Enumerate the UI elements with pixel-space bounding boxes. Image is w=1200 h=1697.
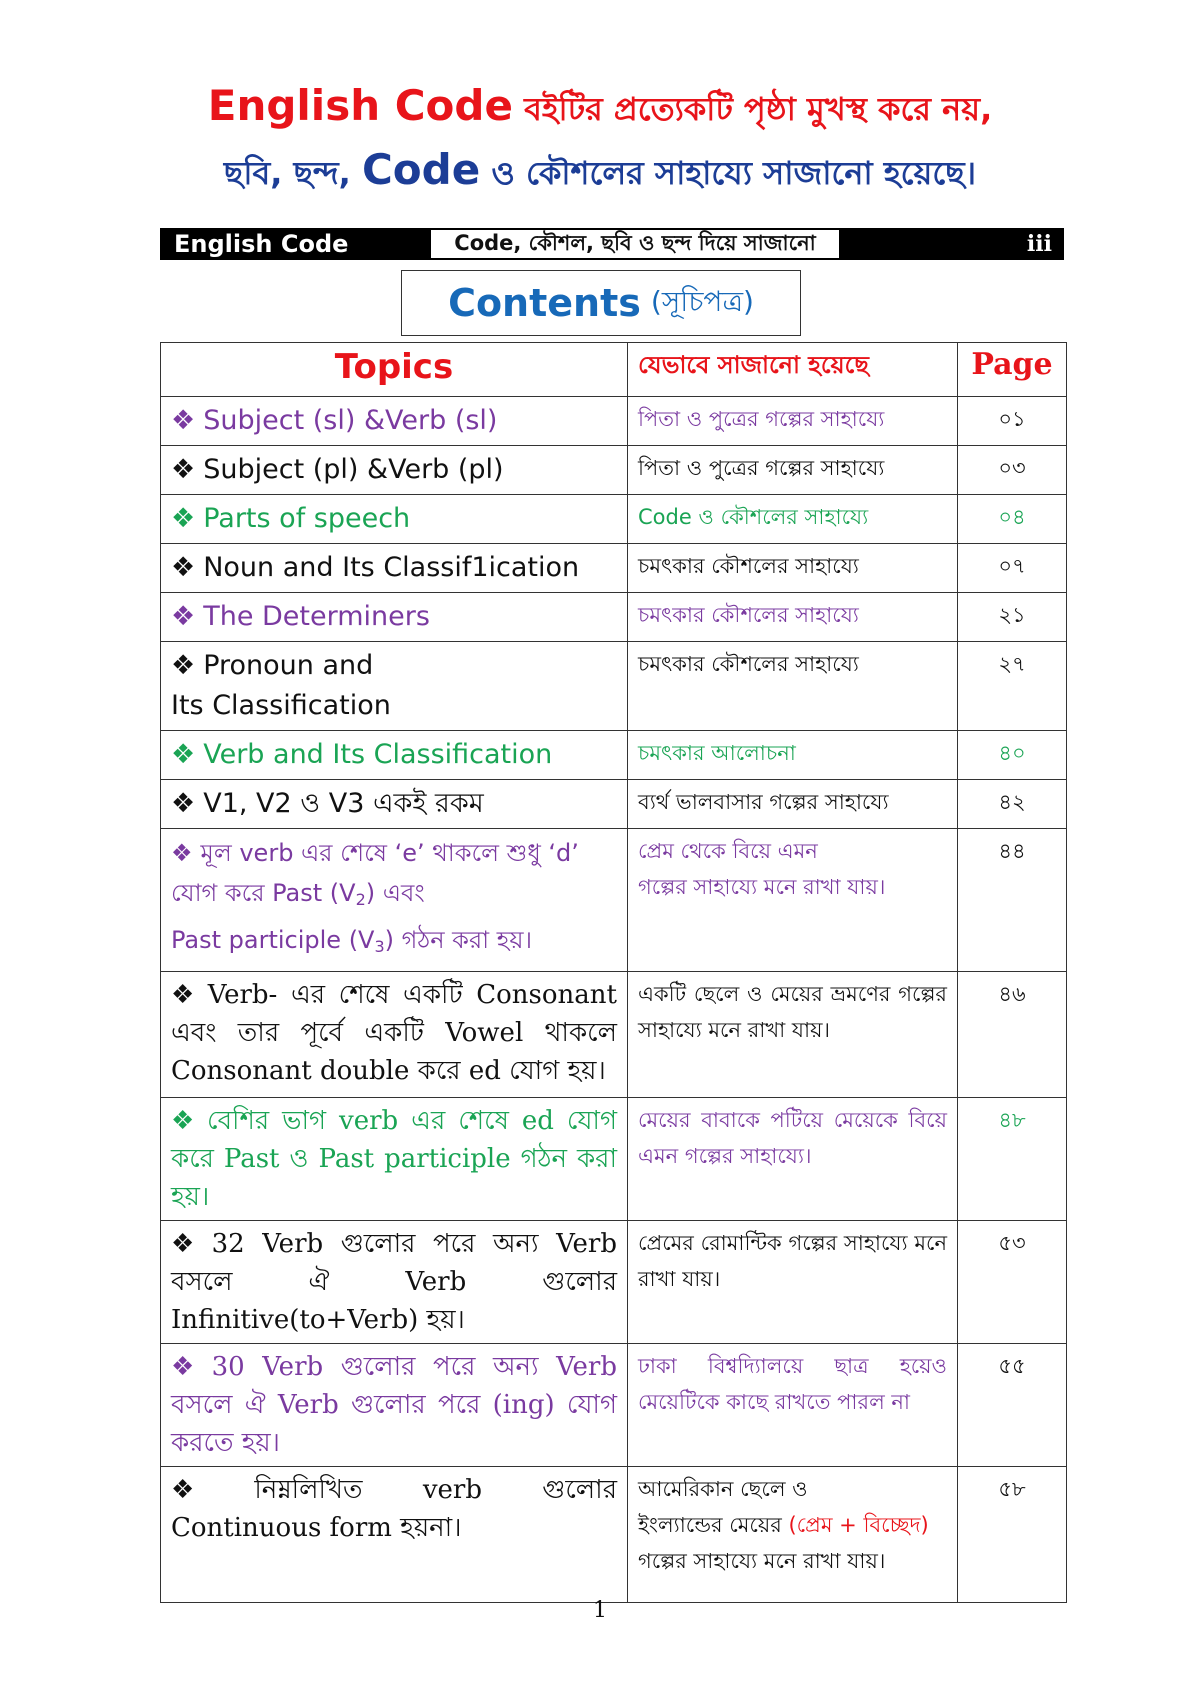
running-header-tagline: Code, কৌশল, ছবি ও ছন্দ দিয়ে সাজানো bbox=[430, 229, 840, 259]
how-cell: একটি ছেলে ও মেয়ের ভ্রমণের গল্পের সাহায্যে মনে রাখা যায়। bbox=[628, 972, 958, 1098]
table-row bbox=[161, 446, 1067, 495]
how-cell: চমৎকার কৌশলের সাহায্যে bbox=[628, 544, 958, 593]
how-cell: মেয়ের বাবাকে পটিয়ে মেয়েকে বিয়ে এমন গল্পের সাহায্যে। bbox=[628, 1098, 958, 1221]
headline-bengali-2b: ও কৌশলের সাহায্যে সাজানো হয়েছে। bbox=[491, 154, 977, 192]
bullet-icon: ❖ bbox=[171, 1475, 247, 1505]
topic-cell bbox=[161, 972, 628, 1098]
table-row bbox=[161, 593, 1067, 642]
topic-cell bbox=[161, 1467, 628, 1603]
how-cell bbox=[628, 1467, 958, 1603]
how-cell: প্রেমের রোমান্টিক গল্পের সাহায্যে মনে রাখা যায়। bbox=[628, 1221, 958, 1344]
bullet-icon: ❖ bbox=[171, 980, 200, 1010]
how-text-line-2: ইংল্যান্ডের মেয়ের bbox=[638, 1513, 782, 1537]
page-cell: ৪২ bbox=[958, 780, 1067, 829]
topic-text-line-2-tail: ) এবং bbox=[365, 879, 425, 907]
topic-text: Subject (sl) &Verb (sl) bbox=[203, 405, 498, 436]
subscript-3: 3 bbox=[374, 937, 385, 956]
topic-text: 30 Verb গুলোর পরে অন্য Verb বসলে ঐ Verb গুলোর পরে (ing) যোগ করতে হয়। bbox=[171, 1352, 617, 1458]
table-row bbox=[161, 972, 1067, 1098]
topic-cell bbox=[161, 1344, 628, 1467]
running-header-page: iii bbox=[1026, 231, 1052, 257]
how-cell: চমৎকার কৌশলের সাহায্যে bbox=[628, 593, 958, 642]
topic-cell bbox=[161, 829, 628, 972]
table-row bbox=[161, 829, 1067, 972]
table-row bbox=[161, 495, 1067, 544]
contents-table bbox=[160, 342, 1067, 1603]
page-cell: ০১ bbox=[958, 397, 1067, 446]
table-row bbox=[161, 1344, 1067, 1467]
how-cell: পিতা ও পুত্রের গল্পের সাহায্যে bbox=[628, 397, 958, 446]
topic-cell bbox=[161, 495, 628, 544]
headline-english-code: English Code bbox=[207, 81, 513, 130]
table-row bbox=[161, 1098, 1067, 1221]
bullet-icon: ❖ bbox=[171, 788, 196, 819]
table-row bbox=[161, 1467, 1067, 1603]
topic-text: The Determiners bbox=[203, 601, 430, 632]
topic-cell bbox=[161, 446, 628, 495]
header-topics: Topics bbox=[161, 343, 628, 397]
how-text-line-3: গল্পের সাহায্যে মনে রাখা যায়। bbox=[638, 1549, 886, 1573]
how-cell: চমৎকার আলোচনা bbox=[628, 731, 958, 780]
bullet-icon: ❖ bbox=[171, 650, 196, 681]
running-header-title: English Code bbox=[174, 230, 349, 258]
headline-bengali-1: বইটির প্রত্যেকটি পৃষ্ঠা মুখস্থ করে নয়, bbox=[524, 90, 993, 128]
topic-text: Parts of speech bbox=[203, 503, 411, 534]
topic-text-line-2: যোগ করে Past (V bbox=[171, 879, 356, 907]
page-cell: ৪০ bbox=[958, 731, 1067, 780]
page-cell: ৪৪ bbox=[958, 829, 1067, 972]
topic-cell bbox=[161, 642, 628, 731]
bullet-icon: ❖ bbox=[171, 839, 193, 867]
topic-text: Verb and Its Classification bbox=[203, 739, 553, 770]
subscript-2: 2 bbox=[355, 890, 366, 909]
topic-text: V1, V2 ও V3 একই রকম bbox=[203, 788, 484, 819]
page-number: 1 bbox=[593, 1598, 607, 1623]
topic-cell bbox=[161, 780, 628, 829]
contents-subtitle: (সূচিপত্র) bbox=[650, 284, 754, 318]
table-row bbox=[161, 544, 1067, 593]
topic-text-line-2: Its Classification bbox=[171, 690, 391, 721]
topic-text: নিম্নলিখিত verb গুলোর Continuous form হয়না। bbox=[171, 1475, 617, 1543]
table-row bbox=[161, 1221, 1067, 1344]
how-cell: পিতা ও পুত্রের গল্পের সাহায্যে bbox=[628, 446, 958, 495]
table-header-row bbox=[161, 343, 1067, 397]
how-text: প্রেম থেকে বিয়ে এমন bbox=[638, 839, 818, 863]
topic-text: Verb- এর শেষে একটি Consonant এবং তার পূর্বে একটি Vowel থাকলে Consonant double করে ed যোগ হয়। bbox=[171, 980, 617, 1086]
headline-code: Code bbox=[361, 145, 481, 194]
how-cell: ব্যর্থ ভালবাসার গল্পের সাহায্যে bbox=[628, 780, 958, 829]
topic-cell bbox=[161, 1221, 628, 1344]
contents-title: Contents bbox=[448, 281, 641, 325]
how-text-line-2: গল্পের সাহায্যে মনে রাখা যায়। bbox=[638, 875, 886, 899]
table-row bbox=[161, 780, 1067, 829]
headline-line-1 bbox=[0, 76, 1200, 139]
bullet-icon: ❖ bbox=[171, 552, 196, 583]
how-text: আমেরিকান ছেলে ও bbox=[638, 1477, 808, 1501]
bullet-icon: ❖ bbox=[171, 1229, 204, 1259]
topic-text: Subject (pl) &Verb (pl) bbox=[203, 454, 504, 485]
bullet-icon: ❖ bbox=[171, 503, 196, 534]
bullet-icon: ❖ bbox=[171, 1352, 204, 1382]
table-row bbox=[161, 642, 1067, 731]
header-page: Page bbox=[958, 343, 1067, 397]
page-cell: ০৩ bbox=[958, 446, 1067, 495]
how-cell: চমৎকার কৌশলের সাহায্যে bbox=[628, 642, 958, 731]
headline-bengali-2a: ছবি, ছন্দ, bbox=[223, 154, 351, 192]
bullet-icon: ❖ bbox=[171, 405, 196, 436]
topic-cell bbox=[161, 593, 628, 642]
topic-text: মূল verb এর শেষে ‘e’ থাকলে শুধু ‘d’ bbox=[200, 839, 579, 867]
how-cell: Code ও কৌশলের সাহায্যে bbox=[628, 495, 958, 544]
bullet-icon: ❖ bbox=[171, 1106, 200, 1136]
topic-text-line-3-tail: ) গঠন করা হয়। bbox=[384, 926, 533, 954]
running-header bbox=[160, 228, 1064, 260]
page-cell: ৪৮ bbox=[958, 1098, 1067, 1221]
how-cell: ঢাকা বিশ্বদ্যিালয়ে ছাত্র হয়েও মেয়েটিকে কাছে রাখতে পারল না bbox=[628, 1344, 958, 1467]
header-how-arranged: যেভাবে সাজানো হয়েছে bbox=[628, 343, 958, 397]
table-row bbox=[161, 397, 1067, 446]
page-cell: ২১ bbox=[958, 593, 1067, 642]
how-text-highlight: (প্রেম + বিচ্ছেদ) bbox=[788, 1513, 929, 1537]
page-cell: ৫৫ bbox=[958, 1344, 1067, 1467]
topic-text: বেশির ভাগ verb এর শেষে ed যোগ করে Past ও Past participle গঠন করা হয়। bbox=[171, 1106, 617, 1212]
topic-text: Pronoun and bbox=[203, 650, 374, 681]
topic-cell bbox=[161, 1098, 628, 1221]
table-row bbox=[161, 731, 1067, 780]
contents-title-box bbox=[401, 270, 801, 336]
page-cell: ০৪ bbox=[958, 495, 1067, 544]
bullet-icon: ❖ bbox=[171, 739, 196, 770]
page-cell: ০৭ bbox=[958, 544, 1067, 593]
topic-cell bbox=[161, 731, 628, 780]
topic-text-line-3: Past participle (V bbox=[171, 926, 375, 954]
how-cell bbox=[628, 829, 958, 972]
topic-text: Noun and Its Classif1ication bbox=[203, 552, 580, 583]
bullet-icon: ❖ bbox=[171, 601, 196, 632]
page-cell: ৪৬ bbox=[958, 972, 1067, 1098]
page-cell: ৫৩ bbox=[958, 1221, 1067, 1344]
page-cell: ৫৮ bbox=[958, 1467, 1067, 1603]
page-cell: ২৭ bbox=[958, 642, 1067, 731]
bullet-icon: ❖ bbox=[171, 454, 196, 485]
topic-text: 32 Verb গুলোর পরে অন্য Verb বসলে ঐ Verb গুলোর Infinitive(to+Verb) হয়। bbox=[171, 1229, 617, 1335]
headline-line-2 bbox=[0, 140, 1200, 203]
topic-cell bbox=[161, 544, 628, 593]
topic-cell bbox=[161, 397, 628, 446]
